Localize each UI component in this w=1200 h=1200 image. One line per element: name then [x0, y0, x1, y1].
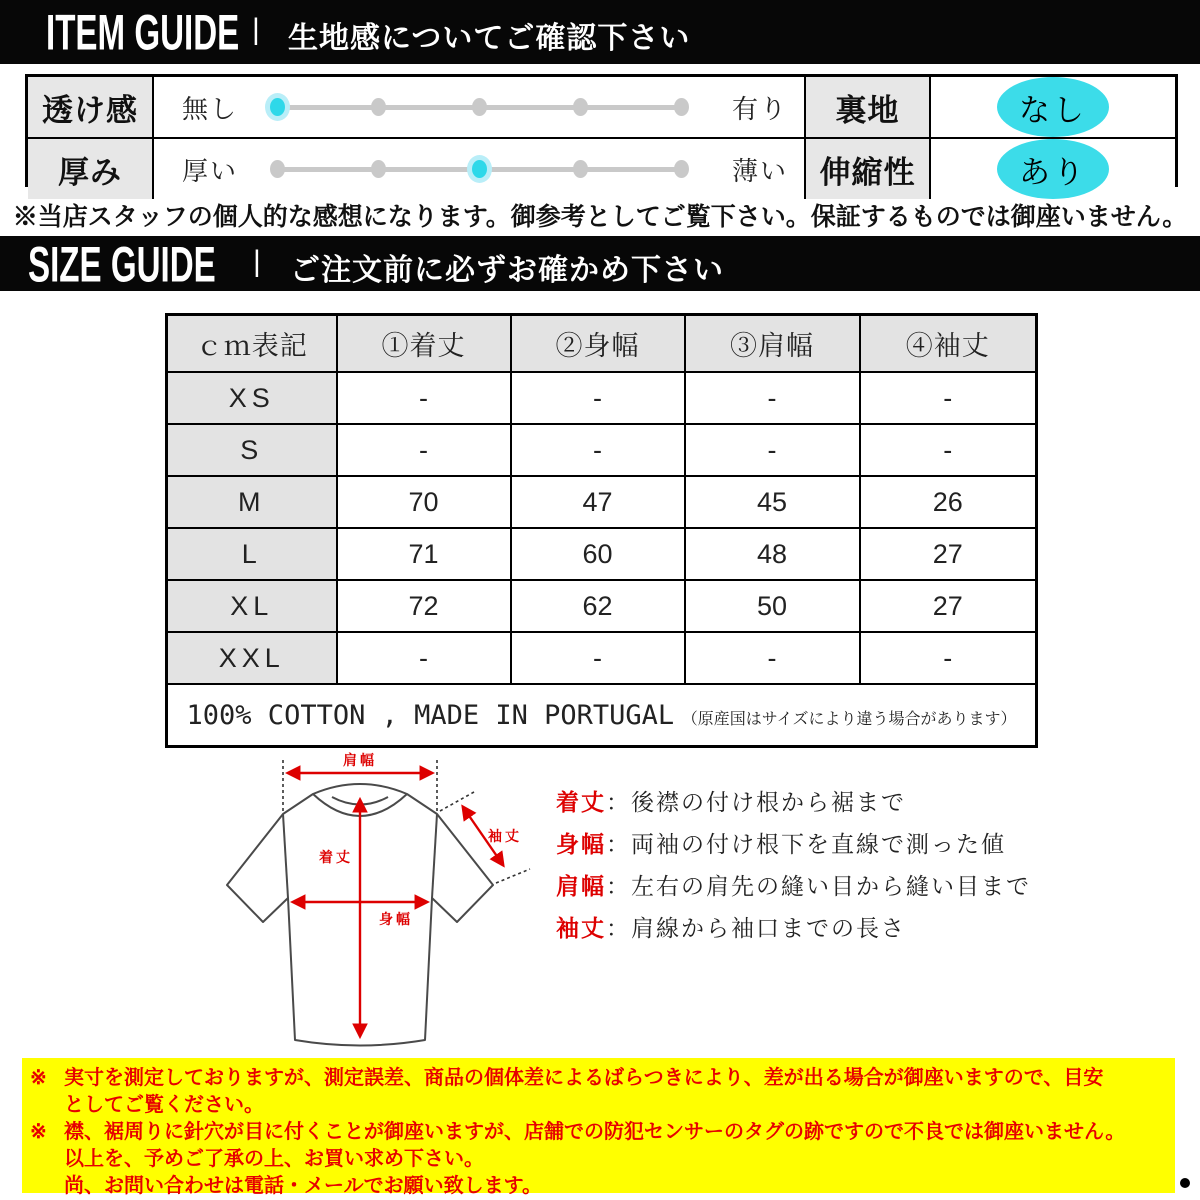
item-guide-title: ITEM GUIDE [46, 3, 240, 61]
table-row [167, 424, 1037, 476]
cell-value: - [337, 632, 511, 684]
bullet-dot [1180, 1178, 1190, 1188]
material-note: （原産国はサイズにより違う場合があります） [681, 710, 1017, 728]
legend-term: 身幅 [556, 830, 606, 857]
legend-colon: ： [606, 872, 631, 899]
slider-dot [472, 98, 487, 116]
cell-value: - [860, 372, 1037, 424]
cell-value: - [860, 632, 1037, 684]
lining-value-badge: なし [997, 77, 1109, 137]
slider-dot [270, 160, 285, 178]
cell-value: - [337, 424, 511, 476]
note-marker [30, 1173, 64, 1200]
size-label: XS [167, 372, 337, 424]
disclaimer-text: 以上を、予めご了承の上、お買い求め下さい。 [64, 1148, 484, 1170]
material-cell [167, 684, 1037, 747]
table-row [167, 580, 1037, 632]
cell-value: 27 [860, 580, 1037, 632]
material-row [167, 684, 1037, 747]
diagram-label-length: 着丈 [319, 849, 353, 865]
size-label: S [167, 424, 337, 476]
cell-value: 47 [511, 476, 685, 528]
legend-desc: 肩線から袖口までの長さ [631, 914, 906, 941]
col-header-length: ①着丈 [337, 315, 511, 373]
disclaimer-box [22, 1058, 1175, 1197]
size-label: XL [167, 580, 337, 632]
slider-dot [674, 160, 689, 178]
attr-value-cell-lining [931, 77, 1175, 139]
item-guide-header-bar [0, 0, 1200, 64]
disclaimer-text: 襟、裾周りに針穴が目に付くことが御座いますが、店舗での防犯センサーのタグの跡ですので不良では御座いません。 [64, 1121, 1126, 1143]
diagram-label-shoulder: 肩幅 [343, 752, 377, 768]
legend-term: 着丈 [556, 788, 606, 815]
thickness-slider [154, 139, 806, 199]
size-guide-header-bar [0, 236, 1200, 291]
sheerness-slider [154, 77, 806, 139]
cell-value: - [511, 424, 685, 476]
legend-item-sleeve [556, 905, 1031, 947]
disclaimer-text: 尚、お問い合わせは電話・メールでお願い致します。 [64, 1175, 542, 1197]
disclaimer-line [30, 1146, 1167, 1173]
legend-item-length [556, 779, 1031, 821]
cell-value: - [860, 424, 1037, 476]
disclaimer-line [30, 1065, 1167, 1092]
slider-dot [674, 98, 689, 116]
slider-dot [472, 160, 487, 178]
note-marker: ※ [30, 1067, 47, 1089]
table-row [167, 632, 1037, 684]
size-table [165, 313, 1038, 748]
col-header-sleeve: ④袖丈 [860, 315, 1037, 373]
disclaimer-line [30, 1119, 1167, 1146]
slider-dot [371, 160, 386, 178]
legend-colon: ： [606, 788, 631, 815]
slider-dot [573, 160, 588, 178]
cell-value: - [685, 372, 860, 424]
table-row [167, 476, 1037, 528]
slider-max-label: 薄い [732, 155, 789, 186]
header-separator: | [252, 13, 260, 46]
slider-dot [270, 98, 285, 116]
fabric-row-label-thickness: 厚み [28, 139, 154, 199]
diagram-label-width: 身幅 [379, 911, 413, 927]
thickness-slider-dots [270, 156, 690, 182]
fabric-feel-table [25, 74, 1178, 190]
material-text: 100% COTTON , MADE IN PORTUGAL [186, 699, 675, 731]
legend-item-shoulder [556, 863, 1031, 905]
cell-value: 71 [337, 528, 511, 580]
cell-value: - [511, 372, 685, 424]
item-guide-subtitle: 生地感についてご確認下さい [288, 22, 691, 55]
disclaimer-text: としてご覧ください。 [64, 1094, 264, 1116]
col-header-shoulder: ③肩幅 [685, 315, 860, 373]
slider-min-label: 厚い [182, 155, 239, 186]
cell-value: - [337, 372, 511, 424]
cell-value: 70 [337, 476, 511, 528]
legend-term: 袖丈 [556, 914, 606, 941]
disclaimer-text: 実寸を測定しておりますが、測定誤差、商品の個体差によるばらつきにより、差が出る場合が御座いますので、目安 [64, 1067, 1104, 1089]
slider-dot [371, 98, 386, 116]
slider-min-label: 無し [182, 93, 239, 124]
disclaimer-line [30, 1173, 1167, 1200]
cell-value: - [685, 424, 860, 476]
slider-dot [573, 98, 588, 116]
cell-value: 26 [860, 476, 1037, 528]
cell-value: 72 [337, 580, 511, 632]
disclaimer-line [30, 1092, 1167, 1119]
size-label: XXL [167, 632, 337, 684]
cell-value: 48 [685, 528, 860, 580]
legend-desc: 左右の肩先の縫い目から縫い目まで [631, 872, 1031, 899]
attr-label-lining: 裏地 [806, 77, 931, 139]
cell-value: 60 [511, 528, 685, 580]
measurement-arrows [288, 773, 503, 1036]
cell-value: - [685, 632, 860, 684]
note-marker [30, 1092, 64, 1119]
size-guide-title: SIZE GUIDE [28, 235, 216, 292]
cell-value: 45 [685, 476, 860, 528]
fabric-row-label-sheerness: 透け感 [28, 77, 154, 139]
measurement-legend [556, 779, 1031, 947]
legend-desc: 後襟の付け根から裾まで [631, 788, 906, 815]
col-header-width: ②身幅 [511, 315, 685, 373]
size-label: L [167, 528, 337, 580]
legend-desc: 両袖の付け根下を直線で測った値 [631, 830, 1006, 857]
staff-note: ※当店スタッフの個人的な感想になります。御参考としてご覧下さい。保証するものでは御座いません。 [12, 203, 1188, 231]
sheerness-slider-dots [270, 94, 690, 120]
note-marker [30, 1146, 64, 1173]
legend-colon: ： [606, 830, 631, 857]
tshirt-measurement-diagram [200, 750, 540, 1060]
table-row [167, 372, 1037, 424]
legend-term: 肩幅 [556, 872, 606, 899]
slider-max-label: 有り [732, 93, 789, 124]
size-guide-subtitle: ご注文前に必ずお確かめ下さい [290, 253, 724, 287]
size-label: M [167, 476, 337, 528]
header-separator: | [253, 244, 261, 278]
attr-value-cell-stretch [931, 139, 1175, 199]
attr-label-stretch: 伸縮性 [806, 139, 931, 199]
cell-value: 50 [685, 580, 860, 632]
cell-value: 62 [511, 580, 685, 632]
size-table-header-row [167, 315, 1037, 373]
cell-value: - [511, 632, 685, 684]
table-row [167, 528, 1037, 580]
diagram-label-sleeve: 袖丈 [488, 828, 522, 844]
legend-colon: ： [606, 914, 631, 941]
cell-value: 27 [860, 528, 1037, 580]
note-marker: ※ [30, 1121, 47, 1143]
col-header-cm: ｃｍ表記 [167, 315, 337, 373]
stretch-value-badge: あり [997, 139, 1109, 199]
legend-item-width [556, 821, 1031, 863]
